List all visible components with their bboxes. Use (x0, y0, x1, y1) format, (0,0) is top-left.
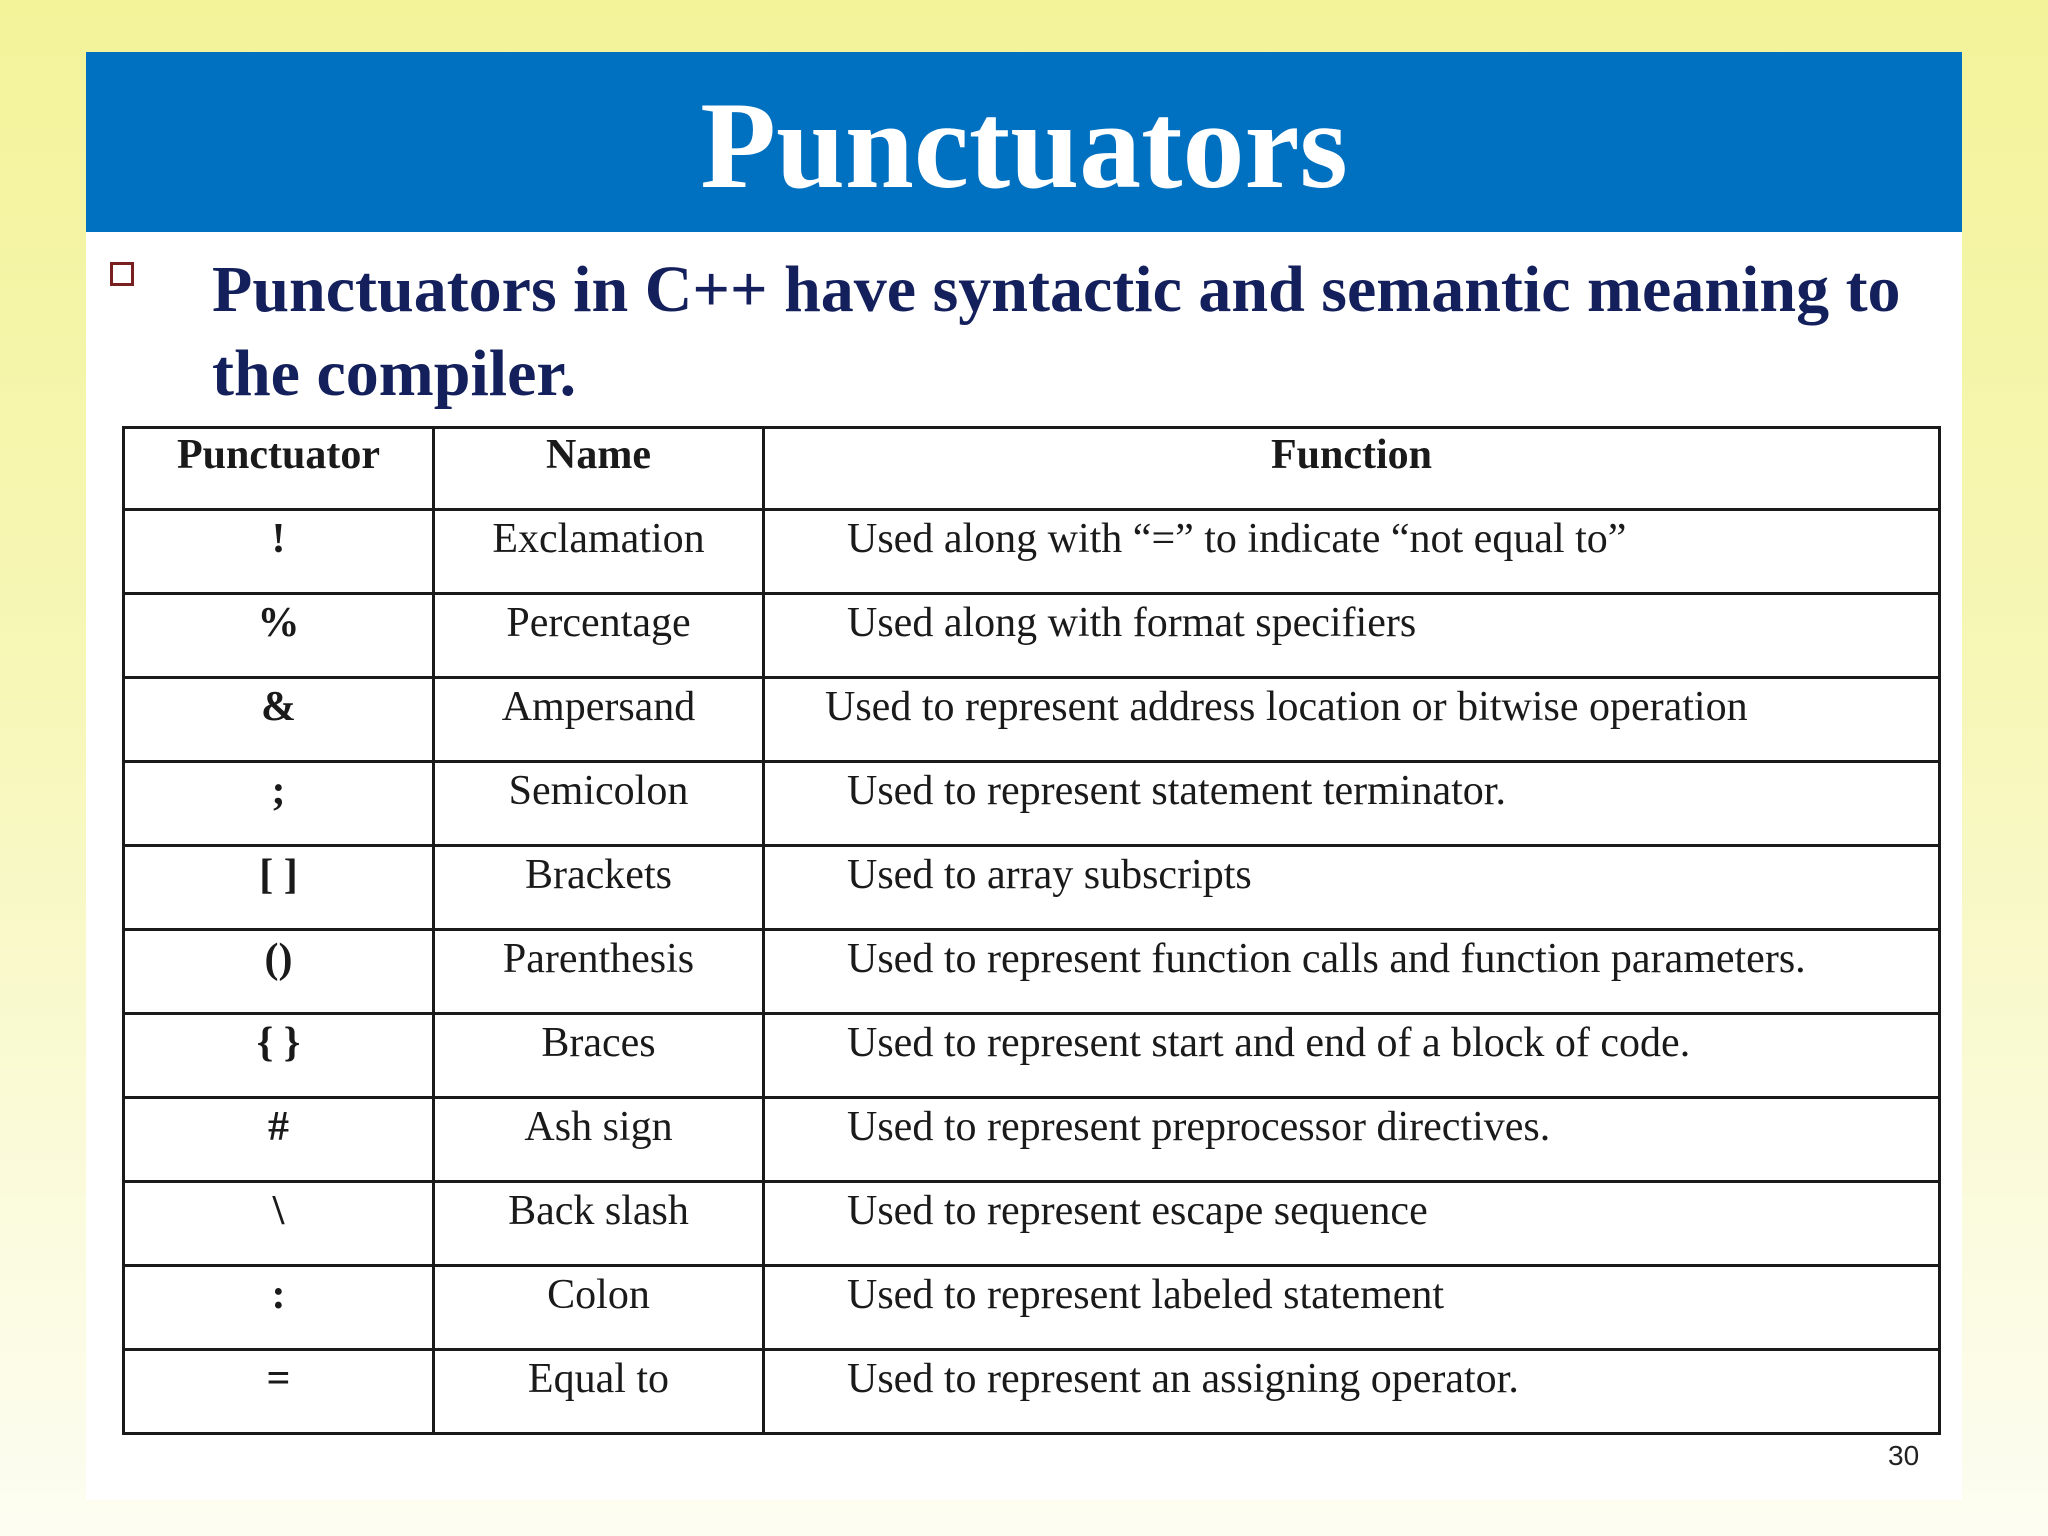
punctuator-function: Used to represent function calls and function parameters. (764, 930, 1940, 1014)
table-row (124, 1182, 1940, 1266)
bullet-square-icon (110, 262, 134, 286)
punctuator-table-wrapper (122, 426, 1938, 1435)
bullet-text: Punctuators in C++ have syntactic and semantic meaning to the compiler. (212, 253, 1901, 410)
slide-title: Punctuators (700, 77, 1348, 214)
table-row (124, 1014, 1940, 1098)
slide-panel (86, 52, 1962, 1500)
punctuator-name: Braces (434, 1014, 764, 1098)
punctuator-name: Ampersand (434, 678, 764, 762)
table-row (124, 930, 1940, 1014)
punctuator-name: Ash sign (434, 1098, 764, 1182)
punctuator-function: Used to represent address location or bitwise operation (764, 678, 1940, 762)
punctuator-name: Parenthesis (434, 930, 764, 1014)
punctuator-symbol: & (124, 678, 434, 762)
punctuator-name: Equal to (434, 1350, 764, 1434)
punctuator-symbol: = (124, 1350, 434, 1434)
punctuator-function: Used along with “=” to indicate “not equal to” (764, 510, 1940, 594)
table-row (124, 594, 1940, 678)
table-row (124, 510, 1940, 594)
header-punctuator: Punctuator (124, 428, 434, 510)
punctuator-function: Used to represent start and end of a block of code. (764, 1014, 1940, 1098)
punctuator-table (122, 426, 1941, 1435)
punctuator-name: Percentage (434, 594, 764, 678)
punctuator-name: Semicolon (434, 762, 764, 846)
header-name: Name (434, 428, 764, 510)
punctuator-name: Back slash (434, 1182, 764, 1266)
punctuator-symbol: % (124, 594, 434, 678)
table-row (124, 1266, 1940, 1350)
punctuator-function: Used to represent escape sequence (764, 1182, 1940, 1266)
punctuator-symbol: { } (124, 1014, 434, 1098)
title-bar (86, 52, 1962, 232)
punctuator-function: Used to array subscripts (764, 846, 1940, 930)
punctuator-function: Used along with format specifiers (764, 594, 1940, 678)
punctuator-function: Used to represent preprocessor directives. (764, 1098, 1940, 1182)
table-row (124, 1098, 1940, 1182)
table-row (124, 846, 1940, 930)
table-row (124, 762, 1940, 846)
punctuator-name: Colon (434, 1266, 764, 1350)
punctuator-function: Used to represent statement terminator. (764, 762, 1940, 846)
punctuator-function: Used to represent an assigning operator. (764, 1350, 1940, 1434)
punctuator-symbol: \ (124, 1182, 434, 1266)
header-function: Function (764, 428, 1940, 510)
page-number: 30 (1888, 1440, 1920, 1471)
punctuator-symbol: () (124, 930, 434, 1014)
punctuator-symbol: [ ] (124, 846, 434, 930)
punctuator-symbol: ! (124, 510, 434, 594)
punctuator-symbol: ; (124, 762, 434, 846)
punctuator-name: Exclamation (434, 510, 764, 594)
table-row (124, 1350, 1940, 1434)
punctuator-symbol: # (124, 1098, 434, 1182)
punctuator-name: Brackets (434, 846, 764, 930)
punctuator-function: Used to represent labeled statement (764, 1266, 1940, 1350)
table-header-row (124, 428, 1940, 510)
table-row (124, 678, 1940, 762)
punctuator-symbol: : (124, 1266, 434, 1350)
